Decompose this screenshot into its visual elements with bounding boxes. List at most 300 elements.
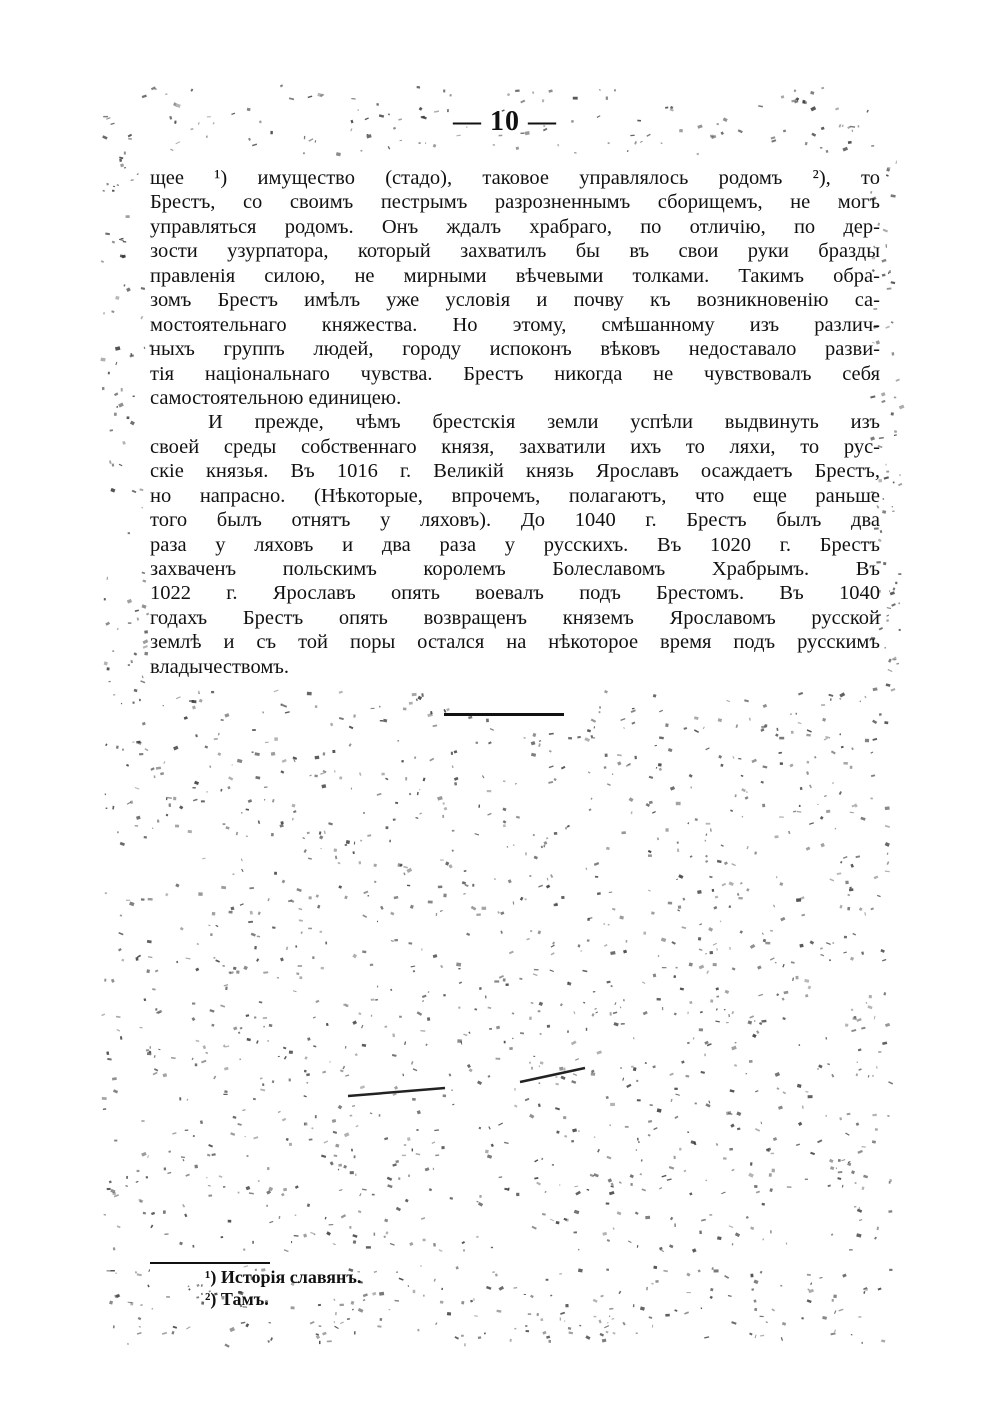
speckle — [135, 609, 139, 611]
speckle — [606, 1156, 611, 1160]
speckle — [872, 738, 877, 741]
speckle — [830, 1332, 835, 1335]
speckle — [188, 830, 192, 833]
speckle — [730, 1124, 734, 1128]
speckle — [320, 848, 321, 849]
speckle — [622, 1322, 625, 1326]
speckle — [794, 89, 797, 92]
speckle — [734, 794, 736, 797]
speckle — [106, 667, 109, 670]
speckle — [550, 1294, 552, 1296]
speckle — [826, 150, 829, 153]
speckle — [661, 938, 666, 943]
speckle — [341, 1214, 346, 1218]
speckle — [592, 1013, 595, 1016]
speckle — [134, 652, 138, 655]
speckle — [746, 846, 748, 849]
speckle — [498, 1122, 503, 1125]
speckle — [729, 881, 734, 886]
speckle — [190, 89, 193, 92]
speckle — [452, 1104, 454, 1106]
speckle — [186, 1326, 191, 1329]
speckle — [623, 727, 625, 729]
speckle — [238, 1192, 240, 1194]
speckle — [353, 1240, 356, 1244]
speckle — [428, 991, 430, 993]
speckle — [109, 1301, 113, 1305]
speckle — [193, 799, 198, 802]
speckle — [863, 1291, 865, 1294]
speckle — [757, 965, 762, 969]
speckle — [540, 1318, 543, 1321]
speckle — [766, 1321, 768, 1323]
speckle — [109, 460, 112, 464]
speckle — [826, 810, 831, 814]
speckle — [799, 944, 803, 948]
speckle — [255, 752, 260, 756]
speckle — [104, 661, 108, 665]
speckle — [179, 1242, 183, 1246]
speckle — [547, 878, 549, 881]
speckle — [705, 1180, 707, 1182]
speckle — [119, 464, 123, 467]
speckle — [849, 888, 854, 891]
speckle — [416, 1153, 421, 1155]
speckle — [250, 911, 253, 915]
speckle — [340, 1321, 344, 1324]
speckle — [121, 388, 123, 392]
speckle — [291, 1241, 292, 1243]
speckle — [851, 1334, 853, 1336]
speckle — [476, 742, 478, 744]
speckle — [209, 1009, 214, 1013]
speckle — [371, 1015, 372, 1017]
speckle — [861, 1146, 865, 1148]
speckle — [293, 756, 298, 760]
speckle — [443, 994, 446, 996]
speckle — [244, 1136, 245, 1137]
speckle — [807, 986, 811, 990]
speckle — [567, 982, 571, 986]
speckle — [896, 663, 899, 665]
speckle — [246, 809, 250, 811]
speckle — [150, 767, 154, 771]
speckle — [710, 999, 713, 1002]
speckle — [130, 660, 133, 663]
speckle — [338, 862, 341, 864]
speckle — [737, 1128, 740, 1131]
speckle — [867, 1005, 872, 1009]
speckle — [479, 1127, 482, 1130]
speckle — [154, 88, 156, 90]
speckle — [354, 1331, 356, 1334]
speckle — [362, 1044, 367, 1047]
speckle — [345, 844, 348, 846]
speckle — [249, 1192, 254, 1194]
speckle — [810, 91, 814, 95]
speckle — [705, 953, 707, 954]
speckle — [742, 816, 744, 818]
speckle — [208, 925, 210, 927]
speckle — [640, 1306, 645, 1310]
speckle — [292, 818, 293, 821]
speckle — [201, 1060, 206, 1064]
speckle — [608, 1178, 612, 1182]
speckle — [735, 1042, 737, 1044]
speckle — [744, 699, 749, 702]
speckle — [578, 1268, 583, 1272]
speckle — [259, 1001, 263, 1004]
speckle — [386, 826, 389, 829]
speckle — [141, 507, 143, 509]
speckle — [614, 1002, 616, 1005]
speckle — [740, 882, 743, 885]
speckle — [121, 703, 123, 705]
speckle — [839, 905, 842, 909]
speckle — [396, 1271, 398, 1272]
speckle — [770, 957, 775, 960]
speckle — [338, 1164, 342, 1167]
speckle — [507, 846, 509, 848]
speckle — [152, 988, 156, 990]
speckle — [394, 896, 399, 899]
speckle — [423, 778, 426, 782]
speckle — [863, 1175, 868, 1179]
speckle — [842, 1274, 846, 1278]
speckle — [436, 913, 438, 916]
speckle — [705, 747, 709, 750]
speckle — [251, 933, 256, 937]
speckle — [104, 979, 106, 982]
speckle — [861, 951, 864, 954]
speckle — [128, 134, 132, 138]
speckle — [345, 1074, 349, 1076]
speckle — [175, 883, 179, 887]
speckle — [167, 1172, 171, 1174]
speckle — [539, 1065, 541, 1067]
speckle — [128, 622, 131, 623]
speckle — [551, 945, 555, 948]
speckle — [282, 704, 287, 707]
speckle — [874, 1237, 877, 1240]
speckle — [776, 1087, 779, 1090]
speckle — [801, 1317, 804, 1319]
speckle — [842, 147, 848, 152]
speckle — [543, 845, 545, 848]
text-line: Брестъ, со своимъ пестрымъ разрозненнымъ сборищемъ, не могъ — [150, 191, 880, 214]
speckle — [574, 1186, 578, 1188]
speckle — [263, 971, 268, 973]
speckle — [698, 1269, 701, 1272]
speckle — [771, 136, 776, 139]
speckle — [106, 577, 108, 580]
speckle — [839, 1117, 842, 1120]
speckle — [284, 1249, 289, 1252]
speckle — [829, 1159, 834, 1163]
speckle — [212, 1153, 216, 1156]
speckle — [532, 733, 536, 737]
speckle — [278, 1111, 281, 1113]
speckle — [893, 481, 895, 483]
text-line: владычествомъ. — [150, 655, 290, 678]
speckle — [690, 855, 693, 857]
speckle — [705, 855, 708, 858]
speckle — [115, 362, 117, 365]
speckle — [665, 106, 668, 108]
speckle — [308, 95, 313, 98]
speckle — [885, 464, 887, 466]
speckle — [881, 1340, 885, 1343]
speckle — [213, 1076, 216, 1080]
speckle — [477, 1081, 482, 1085]
speckle — [720, 764, 723, 767]
speckle — [118, 948, 122, 951]
speckle — [868, 1075, 870, 1078]
speckle — [139, 1326, 141, 1328]
speckle — [699, 1028, 703, 1031]
speckle — [496, 1310, 501, 1313]
speckle — [750, 1274, 753, 1278]
speckle — [296, 888, 301, 892]
speckle — [834, 1330, 836, 1333]
speckle — [749, 1060, 753, 1063]
speckle — [597, 1149, 600, 1153]
speckle — [412, 693, 417, 696]
speckle — [671, 941, 675, 945]
speckle — [699, 949, 703, 951]
speckle — [657, 1108, 662, 1112]
speckle — [274, 690, 279, 693]
speckle — [220, 789, 222, 792]
speckle — [420, 1265, 421, 1266]
speckle — [362, 914, 367, 918]
speckle — [676, 802, 681, 805]
speckle — [871, 774, 875, 777]
speckle — [274, 737, 278, 741]
speckle — [680, 988, 684, 991]
speckle — [229, 1327, 235, 1332]
speckle — [621, 831, 626, 834]
speckle — [196, 1284, 199, 1287]
speckle — [106, 117, 111, 120]
speckle — [716, 996, 719, 998]
speckle — [478, 1202, 483, 1207]
speckle — [135, 1271, 137, 1273]
speckle — [866, 1002, 868, 1004]
speckle — [262, 1083, 264, 1086]
speckle — [796, 976, 799, 980]
speckle — [306, 1082, 308, 1084]
speckle — [300, 931, 302, 934]
speckle — [231, 113, 235, 115]
speckle — [258, 1180, 260, 1182]
speckle — [256, 1040, 259, 1044]
speckle — [246, 836, 248, 837]
text-line: ныхъ группъ людей, городу испоконъ вѣковъ недоставало разви- — [150, 338, 880, 361]
speckle — [496, 1026, 500, 1030]
speckle — [362, 1189, 367, 1191]
speckle — [856, 1073, 859, 1076]
speckle — [850, 812, 854, 814]
speckle — [474, 1315, 478, 1316]
speckle — [546, 884, 550, 888]
speckle — [609, 1316, 610, 1318]
speckle — [858, 1316, 861, 1317]
speckle — [440, 860, 444, 861]
speckle — [127, 416, 130, 419]
speckle — [379, 1318, 382, 1321]
speckle — [843, 951, 847, 953]
speckle — [487, 1154, 492, 1158]
speckle — [509, 1339, 511, 1342]
speckle — [143, 1212, 146, 1215]
speckle — [332, 750, 335, 753]
speckle — [841, 1159, 845, 1161]
speckle — [283, 1047, 286, 1050]
speckle — [167, 797, 172, 799]
speckle — [350, 128, 352, 131]
speckle — [506, 983, 509, 986]
speckle — [602, 1232, 607, 1236]
speckle — [660, 142, 662, 144]
speckle — [192, 1003, 195, 1005]
speckle — [885, 842, 890, 847]
speckle — [836, 1168, 837, 1169]
speckle — [397, 740, 399, 742]
speckle — [877, 895, 881, 897]
speckle — [418, 142, 420, 144]
speckle — [224, 1090, 227, 1093]
speckle — [144, 836, 147, 839]
speckle — [564, 1135, 567, 1138]
speckle — [474, 1008, 477, 1010]
speckle — [295, 1185, 299, 1189]
speckle — [457, 1039, 462, 1043]
speckle — [834, 1310, 836, 1314]
speckle — [130, 421, 135, 426]
speckle — [538, 1103, 541, 1107]
speckle — [831, 1233, 834, 1236]
speckle — [127, 599, 132, 604]
speckle — [887, 861, 890, 865]
speckle — [352, 1234, 357, 1238]
speckle — [107, 1058, 112, 1061]
speckle — [613, 1227, 615, 1230]
speckle — [852, 933, 856, 936]
speckle — [851, 1170, 855, 1174]
speckle — [760, 728, 764, 731]
speckle — [195, 968, 199, 972]
speckle — [516, 816, 520, 819]
speckle — [339, 1189, 343, 1191]
speckle — [774, 835, 778, 838]
speckle — [689, 774, 693, 778]
speckle — [679, 129, 683, 132]
speckle — [113, 186, 115, 187]
speckle — [621, 1023, 625, 1025]
speckle — [195, 1063, 198, 1066]
speckle — [580, 950, 582, 951]
speckle — [754, 1020, 755, 1021]
speckle — [513, 1287, 517, 1289]
speckle — [776, 993, 779, 996]
speckle — [859, 907, 863, 911]
speckle — [245, 1323, 249, 1327]
text-line: зомъ Брестъ имѣлъ уже условія и почву къ возникновенію са- — [150, 289, 880, 312]
speckle — [599, 89, 601, 91]
speckle — [529, 1062, 531, 1064]
speckle — [835, 828, 837, 830]
speckle — [499, 1176, 503, 1178]
speckle — [646, 134, 650, 137]
speckle — [112, 190, 114, 192]
speckle — [112, 650, 114, 651]
speckle — [146, 613, 149, 616]
speckle — [398, 1177, 400, 1180]
speckle — [845, 1133, 849, 1136]
speckle — [854, 1206, 857, 1208]
speckle — [332, 1119, 336, 1123]
speckle — [315, 705, 318, 708]
speckle — [857, 1209, 862, 1213]
speckle — [512, 1038, 514, 1040]
speckle — [201, 800, 205, 802]
speckle — [384, 1137, 388, 1140]
speckle — [729, 1225, 734, 1228]
speckle — [872, 1114, 877, 1117]
speckle — [248, 799, 252, 803]
speckle — [112, 806, 114, 810]
speckle — [117, 184, 120, 186]
speckle — [640, 141, 643, 143]
speckle — [324, 831, 326, 835]
speckle — [613, 1022, 618, 1026]
speckle — [387, 1177, 392, 1181]
speckle — [304, 136, 305, 139]
speckle — [120, 163, 124, 167]
speckle — [633, 1304, 635, 1307]
speckle — [359, 1193, 361, 1196]
speckle — [205, 1052, 208, 1054]
speckle — [627, 150, 629, 152]
footnotes — [205, 1266, 361, 1310]
speckle — [126, 215, 130, 218]
speckle — [752, 1034, 757, 1038]
speckle — [723, 1157, 727, 1160]
speckle — [653, 1127, 657, 1130]
speckle — [532, 1067, 533, 1070]
speckle — [612, 908, 616, 911]
speckle — [886, 244, 888, 248]
speckle — [217, 752, 221, 756]
speckle — [731, 863, 736, 866]
speckle — [492, 1271, 495, 1273]
speckle — [888, 669, 893, 672]
speckle — [334, 1155, 338, 1158]
speckle — [454, 750, 458, 753]
speckle — [126, 900, 130, 901]
speckle — [858, 1068, 861, 1070]
speckle — [198, 892, 202, 896]
speckle — [336, 152, 341, 156]
speckle — [677, 842, 679, 844]
speckle — [882, 498, 884, 500]
speckle — [462, 1241, 466, 1244]
speckle — [120, 915, 122, 917]
speckle — [323, 752, 326, 755]
speckle — [504, 1142, 509, 1144]
speckle — [464, 1343, 465, 1346]
